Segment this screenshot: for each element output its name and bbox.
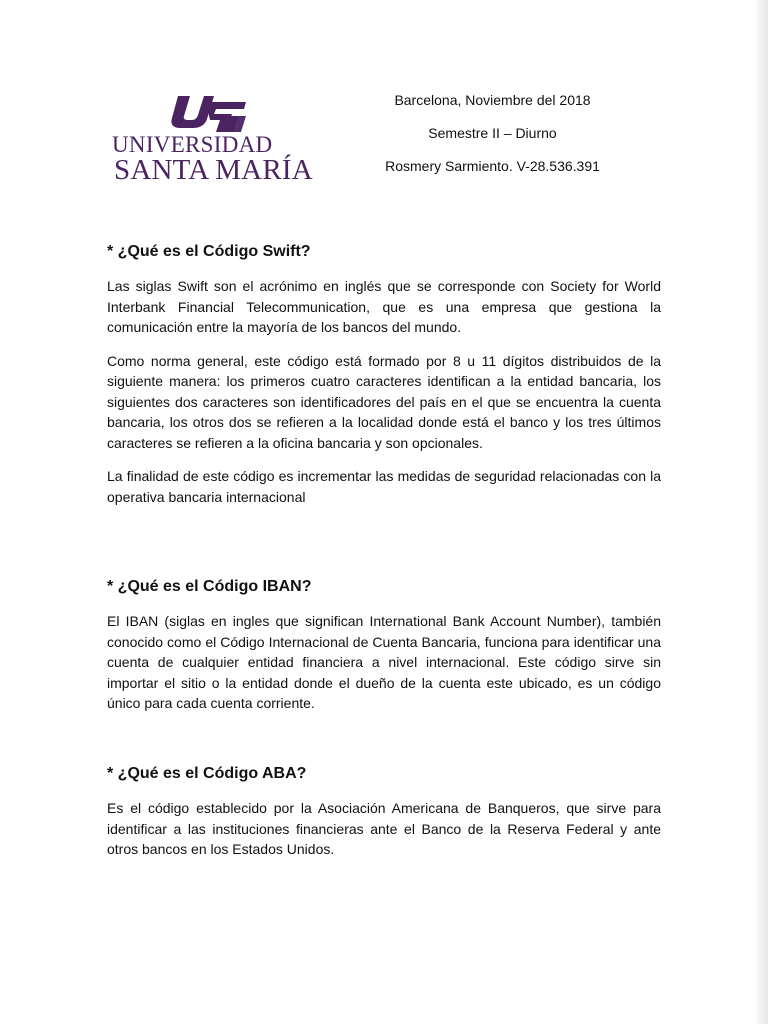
paragraph: Es el código establecido por la Asociación Americana de Banqueros, que sirve para identificar a las instituciones financieras ante el Banco de la Reserva Federal y ante otros bancos en los Estados Unidos. bbox=[107, 800, 661, 857]
logo-text-santa-maria: SANTA MARÍA bbox=[114, 154, 313, 186]
paragraph: El IBAN (siglas en ingles que significan International Bank Account Number), también conocido como el Código Internacional de Cuenta Bancaria, funciona para identificar una cuenta de cualquier entidad financiera a nivel internacional. Este código sirve sin importar el sitio o la entidad donde el dueño de la cuenta este ubicado, es un código único para cada cuenta corriente. bbox=[107, 613, 661, 711]
semester-line: Semestre II – Diurno bbox=[428, 125, 557, 141]
university-logo bbox=[112, 88, 317, 186]
usm-emblem-icon bbox=[170, 92, 248, 134]
date-line: Barcelona, Noviembre del 2018 bbox=[394, 92, 591, 108]
paragraph: Las siglas Swift son el acrónimo en inglés que se corresponde con Society for World Interbank Financial Telecommunication, que es una empresa que gestiona la comunicación entre la mayoría de los bancos del mundo. bbox=[107, 278, 661, 335]
paragraph: La finalidad de este código es incrementar las medidas de seguridad relacionadas con la operativa bancaria internacional bbox=[107, 468, 661, 505]
paragraph: Como norma general, este código está formado por 8 u 11 dígitos distribuidos de la siguiente manera: los primeros cuatro caracteres identifican a la entidad bancaria, los siguientes dos caracteres son identificadores del país en el que se encuentra la cuenta bancaria, los otros dos se refieren a la localidad donde está el banco y los tres últimos caracteres se refieren a la oficina bancaria y son opcionales. bbox=[107, 352, 661, 451]
author-line: Rosmery Sarmiento. V-28.536.391 bbox=[385, 158, 600, 174]
section-heading: * ¿Qué es el Código IBAN? bbox=[107, 578, 312, 595]
page-edge-shadow bbox=[754, 0, 768, 1024]
section-heading: * ¿Qué es el Código ABA? bbox=[107, 765, 307, 782]
logo-text-universidad: UNIVERSIDAD bbox=[112, 132, 273, 157]
section-heading: * ¿Qué es el Código Swift? bbox=[107, 243, 311, 260]
section-swift bbox=[107, 242, 661, 520]
section-iban bbox=[107, 577, 661, 727]
header-info bbox=[350, 90, 635, 189]
section-aba bbox=[107, 764, 661, 873]
